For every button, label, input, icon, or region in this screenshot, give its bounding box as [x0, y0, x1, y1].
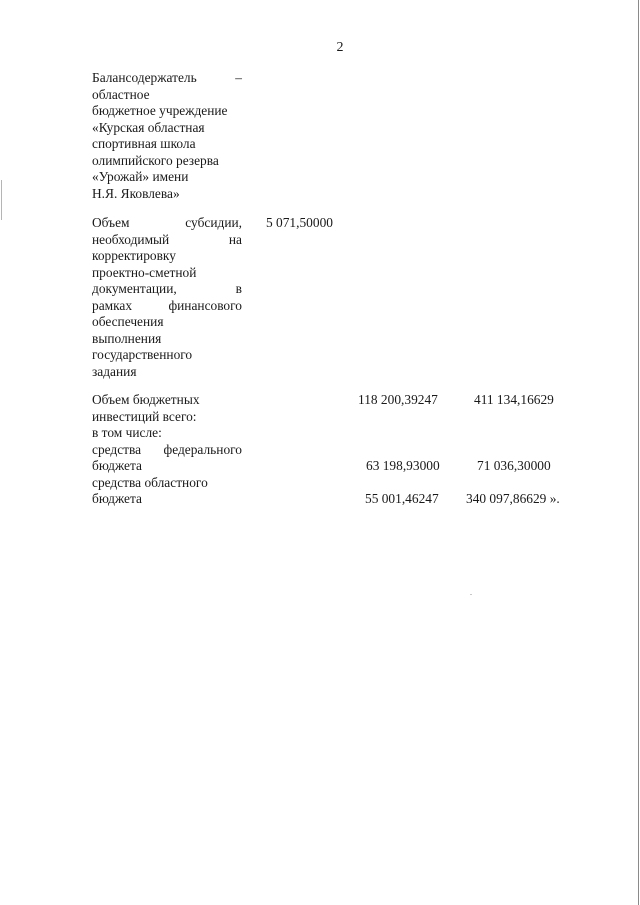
subsidy-line: проектно-сметной [92, 264, 197, 280]
page-number: 2 [336, 40, 344, 55]
subsidy-line: корректировку [92, 248, 176, 263]
total-value-1: 118 200,39247 [358, 392, 438, 407]
investments-line: средства областного [92, 474, 208, 490]
subsidy-line: задания [92, 363, 137, 379]
subsidy-value: 5 071,50000 [266, 215, 333, 230]
page-edge [638, 0, 639, 905]
investments-line: Объем бюджетных [92, 392, 200, 407]
regional-value-2: 340 097,86629 ». [466, 491, 560, 506]
scan-speck [470, 594, 472, 595]
investments-line: бюджета [92, 458, 142, 473]
scan-mark [1, 180, 2, 220]
holder-line: Балансодержатель – [92, 70, 242, 85]
regional-value-1: 55 001,46247 [365, 491, 439, 506]
subsidy-line: Объем субсидии, [92, 215, 242, 230]
holder-line: областное [92, 86, 150, 102]
holder-line: «Курская областная [92, 119, 205, 135]
subsidy-line: документации, в [92, 281, 242, 296]
subsidy-line: обеспечения [92, 314, 164, 329]
holder-line: олимпийского резерва [92, 152, 219, 168]
subsidy-block [92, 215, 242, 380]
federal-value-2: 71 036,30000 [477, 458, 551, 473]
subsidy-line: рамках финансового [92, 297, 242, 313]
federal-value-1: 63 198,93000 [366, 458, 440, 473]
investments-line: в том числе: [92, 425, 162, 440]
investments-line: инвестиций всего: [92, 408, 197, 424]
holder-line: «Урожай» имени [92, 169, 189, 184]
subsidy-line: государственного [92, 347, 193, 362]
holder-line: Н.Я. Яковлева» [92, 185, 180, 201]
subsidy-line: необходимый на [92, 231, 242, 247]
investments-line: средства федерального [92, 441, 242, 457]
holder-line: бюджетное учреждение [92, 103, 228, 118]
total-value-2: 411 134,16629 [474, 392, 554, 407]
investments-block [92, 392, 242, 508]
subsidy-line: выполнения [92, 330, 162, 346]
investments-line: бюджета [92, 491, 142, 506]
holder-block [92, 70, 242, 202]
holder-line: спортивная школа [92, 136, 196, 151]
